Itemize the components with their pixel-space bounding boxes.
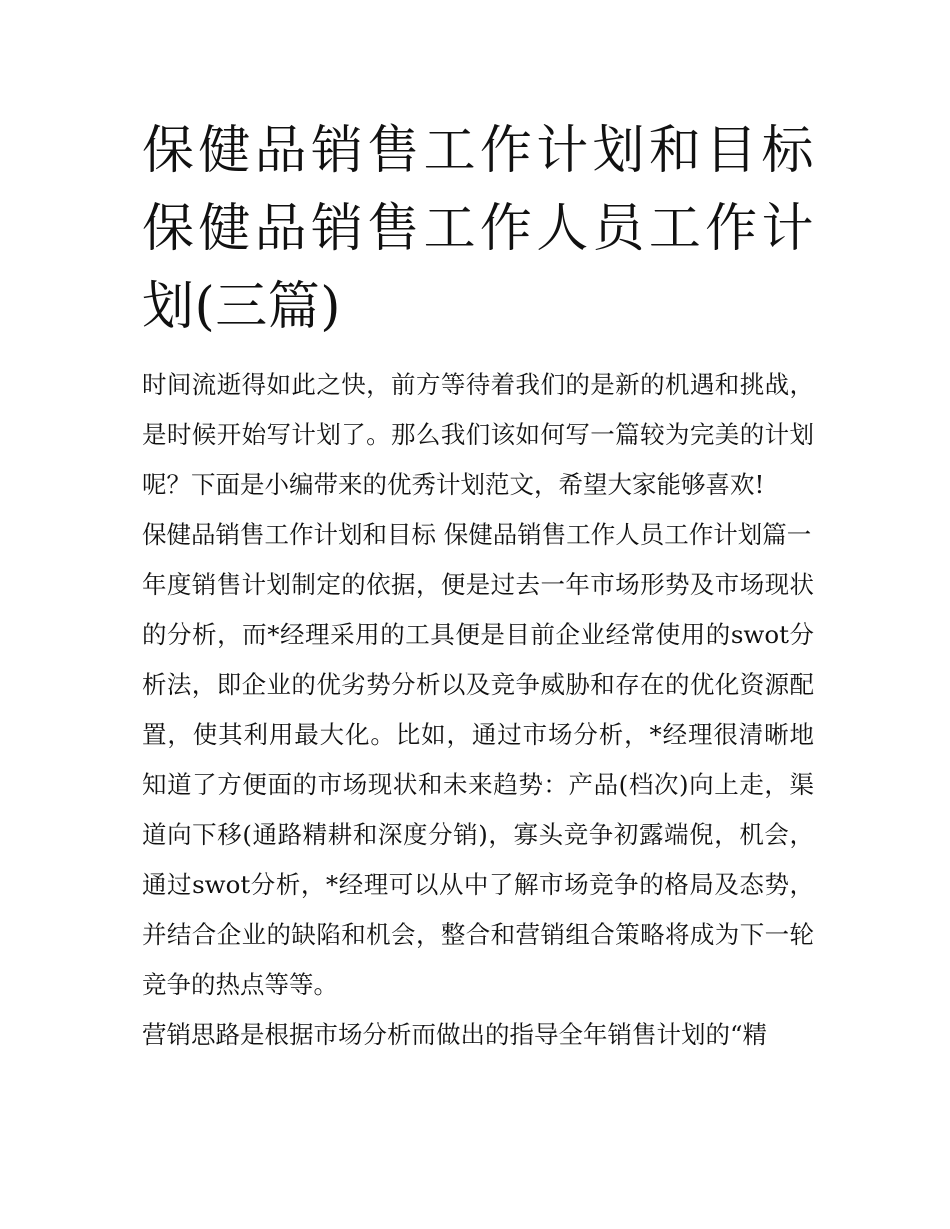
document-title: 保健品销售工作计划和目标 保健品销售工作人员工作计划(三篇) bbox=[142, 121, 814, 337]
document-page bbox=[142, 112, 814, 1060]
body-paragraph: 年度销售计划制定的依据，便是过去一年市场形势及市场现状的分析，而*经理采用的工具便是目前企业经常使用的swot分析法，即企业的优劣势分析以及竞争威胁和存在的优化资源配置，使其利用最大化。比如，通过市场分析，*经理很清晰地知道了方便面的市场现状和未来趋势：产品(档次)向上走，渠道向下移(通路精耕和深度分销)，寡头竞争初露端倪，机会，通过swot分析，*经理可以从中了解市场竞争的格局及态势，并结合企业的缺陷和机会，整合和营销组合策略将成为下一轮竞争的热点等等。 bbox=[142, 570, 814, 999]
intro-paragraph: 时间流逝得如此之快，前方等待着我们的是新的机遇和挑战，是时候开始写计划了。那么我们该如何写一篇较为完美的计划呢？下面是小编带来的优秀计划范文，希望大家能够喜欢! bbox=[142, 370, 814, 499]
body-paragraph: 营销思路是根据市场分析而做出的指导全年销售计划的“精 bbox=[142, 1020, 768, 1049]
section-heading-paragraph: 保健品销售工作计划和目标 保健品销售工作人员工作计划篇一 bbox=[142, 520, 812, 549]
document-body bbox=[142, 360, 814, 1060]
